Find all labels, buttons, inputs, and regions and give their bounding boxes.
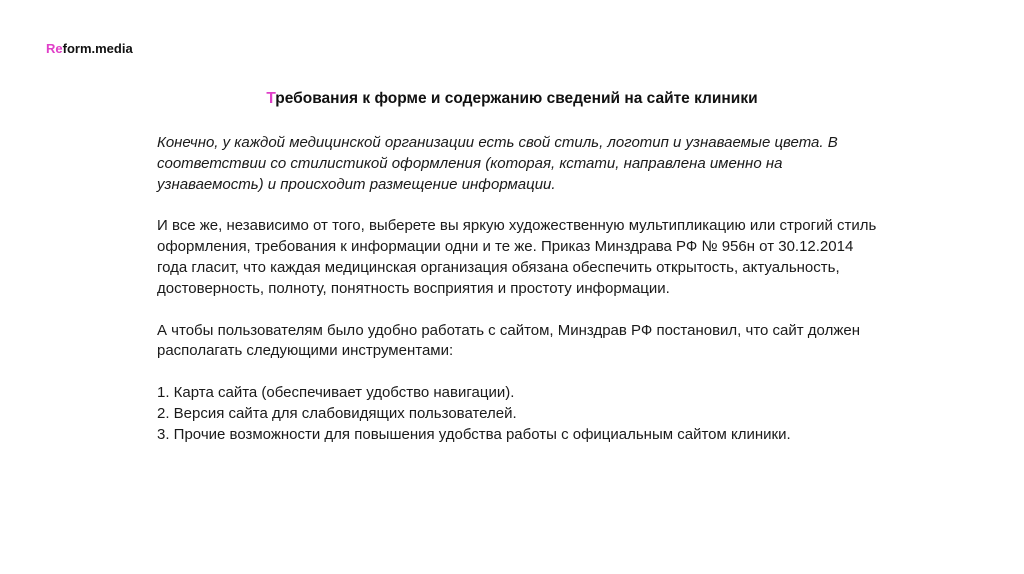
body-text: [157, 133, 877, 446]
title-accent-letter: Т: [266, 90, 276, 107]
title-rest: ребования к форме и содержанию сведений на сайте клиники: [275, 90, 758, 107]
intro-paragraph: Конечно, у каждой медицинской организации есть свой стиль, логотип и узнаваемые цвета. В соответствии со стилистикой оформления (которая, кстати, направлена именно на узнаваемость) и происходит размещение информации.: [157, 134, 838, 193]
brand-rest: form.media: [62, 41, 133, 56]
list-item: 2. Версия сайта для слабовидящих пользователей.: [157, 404, 517, 422]
brand-logo: [46, 41, 133, 56]
list-item: 3. Прочие возможности для повышения удобства работы с официальным сайтом клиники.: [157, 425, 791, 443]
requirements-paragraph: И все же, независимо от того, выберете вы яркую художественную мультипликацию или строгий стиль оформления, требования к информации одни и те же. Приказ Минздрава РФ № 956н от 30.12.2014 года гласит, что каждая медицинская организация обязана обеспечить открытость, актуальность, достоверность, полноту, понятность восприятия и простоту информации.: [157, 217, 877, 297]
tools-paragraph: А чтобы пользователям было удобно работать с сайтом, Минздрав РФ постановил, что сайт должен располагать следующими инструментами:: [157, 321, 860, 360]
brand-accent: Re: [46, 41, 63, 56]
tools-list: [157, 383, 877, 445]
page-title: [0, 90, 1024, 108]
list-item: 1. Карта сайта (обеспечивает удобство навигации).: [157, 384, 515, 402]
